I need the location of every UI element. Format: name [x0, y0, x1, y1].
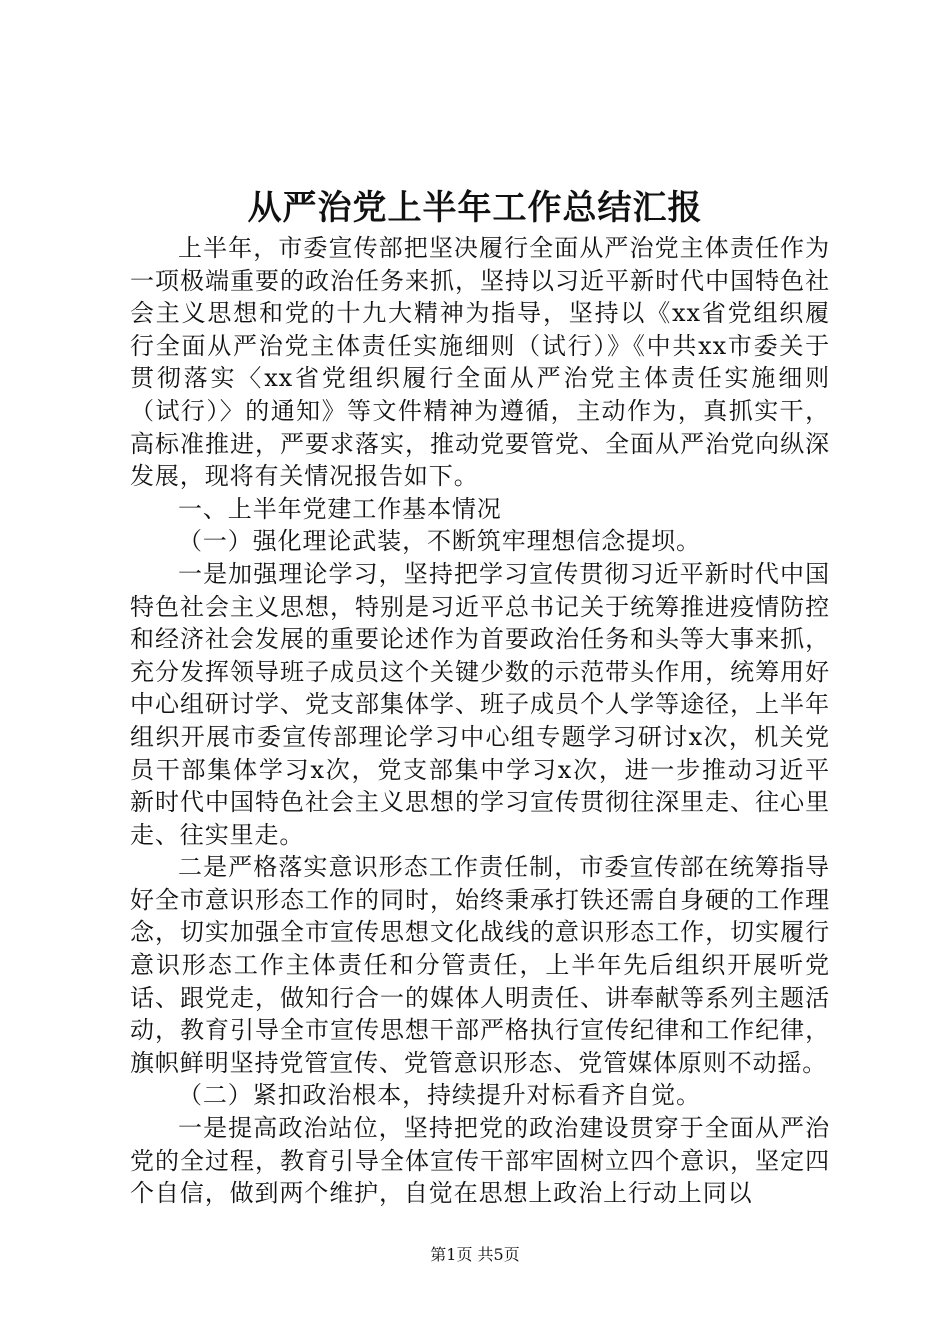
page-number-footer: 第1页 共5页 [430, 1245, 520, 1264]
subsection-heading-2: （二）紧扣政治根本，持续提升对标看齐自觉。 [178, 1081, 701, 1110]
paragraph-theory-study: 一是加强理论学习，坚持把学习宣传贯彻习近平新时代中国特色社会主义思想，特别是习近平总书记关于统筹推进疫情防控和经济社会发展的重要论述作为首要政治任务和头等大事来抓，充分发挥领导班子成员这个关键少数的示范带头作用，统筹用好中心组研讨学、党支部集体学、班子成员个人学等途径，上半年组织开展市委宣传部理论学习中心组专题学习研讨x次，机关党员干部集体学习x次，党支部集中学习x次，进一步推动习近平新时代中国特色社会主义思想的学习宣传贯彻往深里走、往心里走、往实里走。 [130, 559, 830, 849]
paragraph-ideology-responsibility: 二是严格落实意识形态工作责任制，市委宣传部在统筹指导好全市意识形态工作的同时，始终秉承打铁还需自身硬的工作理念，切实加强全市宣传思想文化战线的意识形态工作，切实履行意识形态工作主体责任和分管责任，上半年先后组织开展听党话、跟党走，做知行合一的媒体人明责任、讲奉献等系列主题活动，教育引导全市宣传思想干部严格执行宣传纪律和工作纪律，旗帜鲜明坚持党管宣传、党管意识形态、党管媒体原则不动摇。 [130, 853, 830, 1077]
paragraph-political-standing: 一是提高政治站位，坚持把党的政治建设贯穿于全面从严治党的全过程，教育引导全体宣传干部牢固树立四个意识，坚定四个自信，做到两个维护，自觉在思想上政治上行动上同以 [130, 1114, 830, 1208]
document-body [130, 232, 830, 1210]
document-title: 从严治党上半年工作总结汇报 [247, 188, 703, 228]
section-heading-1: 一、上半年党建工作基本情况 [178, 494, 502, 523]
paragraph-intro: 上半年，市委宣传部把坚决履行全面从严治党主体责任作为一项极端重要的政治任务来抓，坚持以习近平新时代中国特色社会主义思想和党的十九大精神为指导，坚持以《xx省党组织履行全面从严治党主体责任实施细则（试行）》《中共xx市委关于贯彻落实〈xx省党组织履行全面从严治党主体责任实施细则（试行）〉的通知》等文件精神为遵循，主动作为，真抓实干，高标准推进，严要求落实，推动党要管党、全面从严治党向纵深发展，现将有关情况报告如下。 [130, 234, 830, 491]
subsection-heading-1: （一）强化理论武装，不断筑牢理想信念提坝。 [178, 527, 701, 556]
